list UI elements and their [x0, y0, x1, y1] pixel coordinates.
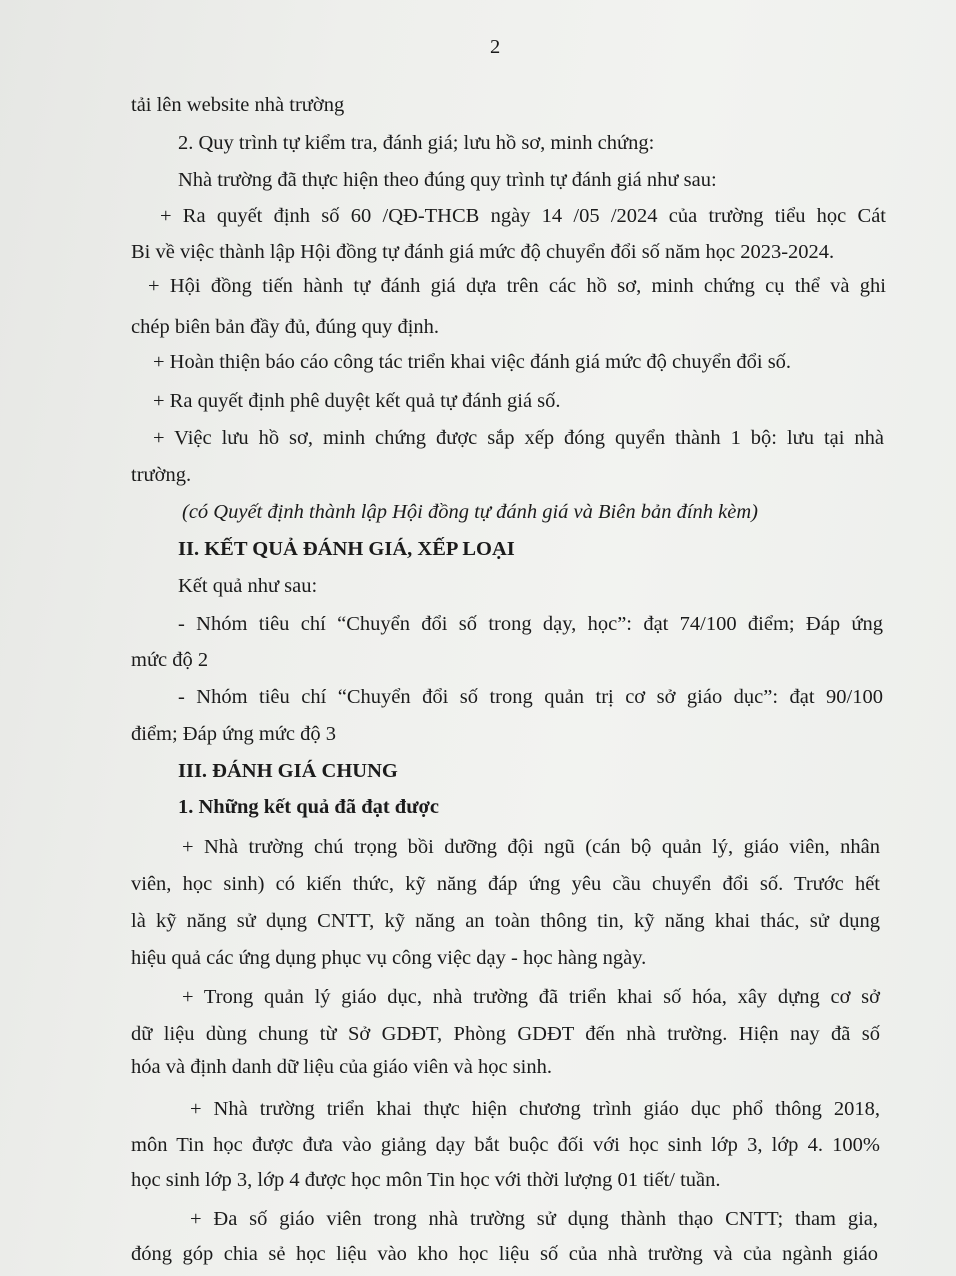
text-line: học sinh lớp 3, lớp 4 được học môn Tin học với thời lượng 01 tiết/ tuần. [131, 1169, 721, 1191]
text-line: hóa và định danh dữ liệu của giáo viên và học sinh. [131, 1056, 553, 1078]
text-line: điểm; Đáp ứng mức độ 3 [131, 723, 336, 745]
text-line: viên, học sinh) có kiến thức, kỹ năng đáp ứng yêu cầu chuyển đổi số. Trước hết [131, 873, 880, 895]
text-line: + Trong quản lý giáo dục, nhà trường đã triển khai số hóa, xây dựng cơ sở [182, 986, 880, 1008]
text-line-italic: (có Quyết định thành lập Hội đồng tự đánh giá và Biên bản đính kèm) [182, 501, 758, 523]
text-line: + Việc lưu hồ sơ, minh chứng được sắp xếp đóng quyển thành 1 bộ: lưu tại nhà [153, 427, 884, 449]
section-heading: II. KẾT QUẢ ĐÁNH GIÁ, XẾP LOẠI [178, 538, 515, 560]
text-line: + Ra quyết định phê duyệt kết quả tự đánh giá số. [153, 390, 561, 412]
text-line: trường. [131, 464, 192, 486]
text-line: đóng góp chia sẻ học liệu vào kho học liệu số của nhà trường và của ngành giáo [131, 1243, 878, 1265]
text-line: 2. Quy trình tự kiểm tra, đánh giá; lưu hồ sơ, minh chứng: [178, 132, 655, 154]
section-heading: III. ĐÁNH GIÁ CHUNG [178, 760, 398, 782]
text-line: - Nhóm tiêu chí “Chuyển đổi số trong dạy, học”: đạt 74/100 điểm; Đáp ứng [178, 613, 883, 635]
text-line: + Hội đồng tiến hành tự đánh giá dựa trên các hồ sơ, minh chứng cụ thể và ghi [148, 275, 886, 297]
text-line: + Nhà trường chú trọng bồi dưỡng đội ngũ (cán bộ quản lý, giáo viên, nhân [182, 836, 880, 858]
text-line: tải lên website nhà trường [131, 94, 345, 116]
text-line: môn Tin học được đưa vào giảng dạy bắt buộc đối với học sinh lớp 3, lớp 4. 100% [131, 1134, 880, 1156]
text-line: dữ liệu dùng chung từ Sở GDĐT, Phòng GDĐT đến nhà trường. Hiện nay đã số [131, 1023, 880, 1045]
text-line: + Hoàn thiện báo cáo công tác triển khai việc đánh giá mức độ chuyển đổi số. [153, 351, 792, 373]
text-line: + Nhà trường triển khai thực hiện chương trình giáo dục phổ thông 2018, [190, 1098, 880, 1120]
subsection-heading: 1. Những kết quả đã đạt được [178, 796, 439, 818]
text-line: chép biên bản đầy đủ, đúng quy định. [131, 316, 440, 338]
text-line: + Ra quyết định số 60 /QĐ-THCB ngày 14 /05 /2024 của trường tiểu học Cát [160, 205, 886, 227]
text-line: - Nhóm tiêu chí “Chuyển đổi số trong quản trị cơ sở giáo dục”: đạt 90/100 [178, 686, 883, 708]
page-number: 2 [490, 36, 501, 58]
text-line: Kết quả như sau: [178, 575, 318, 597]
text-line: Nhà trường đã thực hiện theo đúng quy trình tự đánh giá như sau: [178, 169, 717, 191]
text-line: + Đa số giáo viên trong nhà trường sử dụng thành thạo CNTT; tham gia, [190, 1208, 878, 1230]
text-line: Bi về việc thành lập Hội đồng tự đánh giá mức độ chuyển đổi số năm học 2023-2024. [131, 241, 835, 263]
text-line: là kỹ năng sử dụng CNTT, kỹ năng an toàn thông tin, kỹ năng khai thác, sử dụng [131, 910, 880, 932]
text-line: hiệu quả các ứng dụng phục vụ công việc dạy - học hàng ngày. [131, 947, 647, 969]
text-line: mức độ 2 [131, 649, 209, 671]
